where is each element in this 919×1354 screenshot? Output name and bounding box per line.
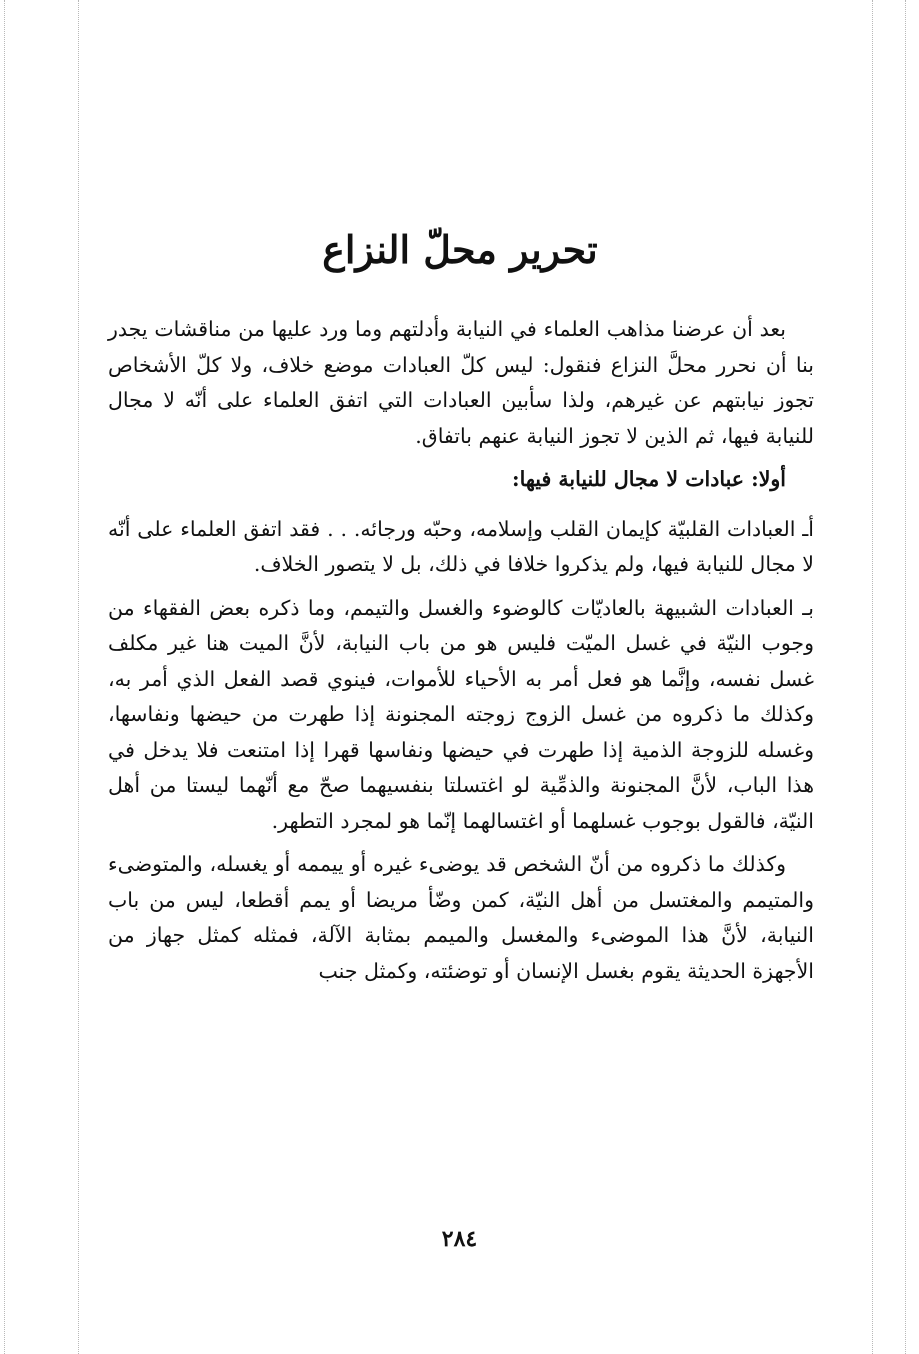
paragraph-ba: بـ العبادات الشبيهة بالعاديّات كالوضوء والغسل والتيمم، وما ذكره بعض الفقهاء من وجوب النيّة في غسل الميّت فليس هو من باب النيابة، لأنَّ الميت هنا غير مكلف غسل نفسه، وإنَّما هو فعل أمر به الأحياء للأموات، فينوي قصد الفعل الذي أمر به، وكذلك ما ذكروه من غسل الزوج زوجته المجنونة إذا طهرت من حيضها ونفاسها، وغسله للزوجة الذمية إذا طهرت في حيضها ونفاسها قهرا إذا امتنعت فلا يدخل في هذا الباب، لأنَّ المجنونة والذمِّية لو اغتسلتا بنفسيهما صحّ مع أنّهما ليستا من أهل النيّة، فالقول بوجوب غسلهما أو اغتسالهما إنّما هو لمجرد التطهر. [108,595,814,833]
body-text [108,312,814,997]
scan-artifact-line [905,0,906,1354]
paragraph-wakadhalik: وكذلك ما ذكروه من أنّ الشخص قد يوضىء غيره أو ييممه أو يغسله، والمتوضىء والمتيمم والمغتسل من أهل النيّة، كمن وضّأ مريضا أو يمم أقطعا، ليس من باب النيابة، لأنَّ هذا الموضىء والمغسل والميمم بمثابة الآلة، فمثله كمثل جهاز من الأجهزة الحديثة يقوم بغسل الإنسان أو توضئته، وكمثل جنب [108,852,814,983]
scan-artifact-line [4,0,5,1354]
intro-paragraph: بعد أن عرضنا مذاهب العلماء في النيابة وأدلتهم وما ورد عليها من مناقشات يجدر بنا أن نحرر محلَّ النزاع فنقول: ليس كلّ العبادات موضع خلاف، ولا كلّ الأشخاص تجوز نيابتهم عن غيرهم، ولذا سأبين العبادات التي اتفق العلماء على أنّه لا مجال للنيابة فيها، ثم الذين لا تجوز النيابة عنهم باتفاق. [108,317,814,448]
page-title: تحرير محلّ النزاع [322,227,598,272]
page-number: ٢٨٤ [441,1226,478,1252]
scan-artifact-line [78,0,79,1354]
scan-artifact-line [872,0,873,1354]
section-heading: أولا: عبادات لا مجال للنيابة فيها: [512,467,786,491]
paragraph-alif: أـ العبادات القلبيّة كإيمان القلب وإسلامه، وحبّه ورجائه. . . فقد اتفق العلماء على أنّه لا مجال للنيابة فيها، ولم يذكروا خلافا في ذلك، بل لا يتصور الخلاف. [108,516,814,576]
